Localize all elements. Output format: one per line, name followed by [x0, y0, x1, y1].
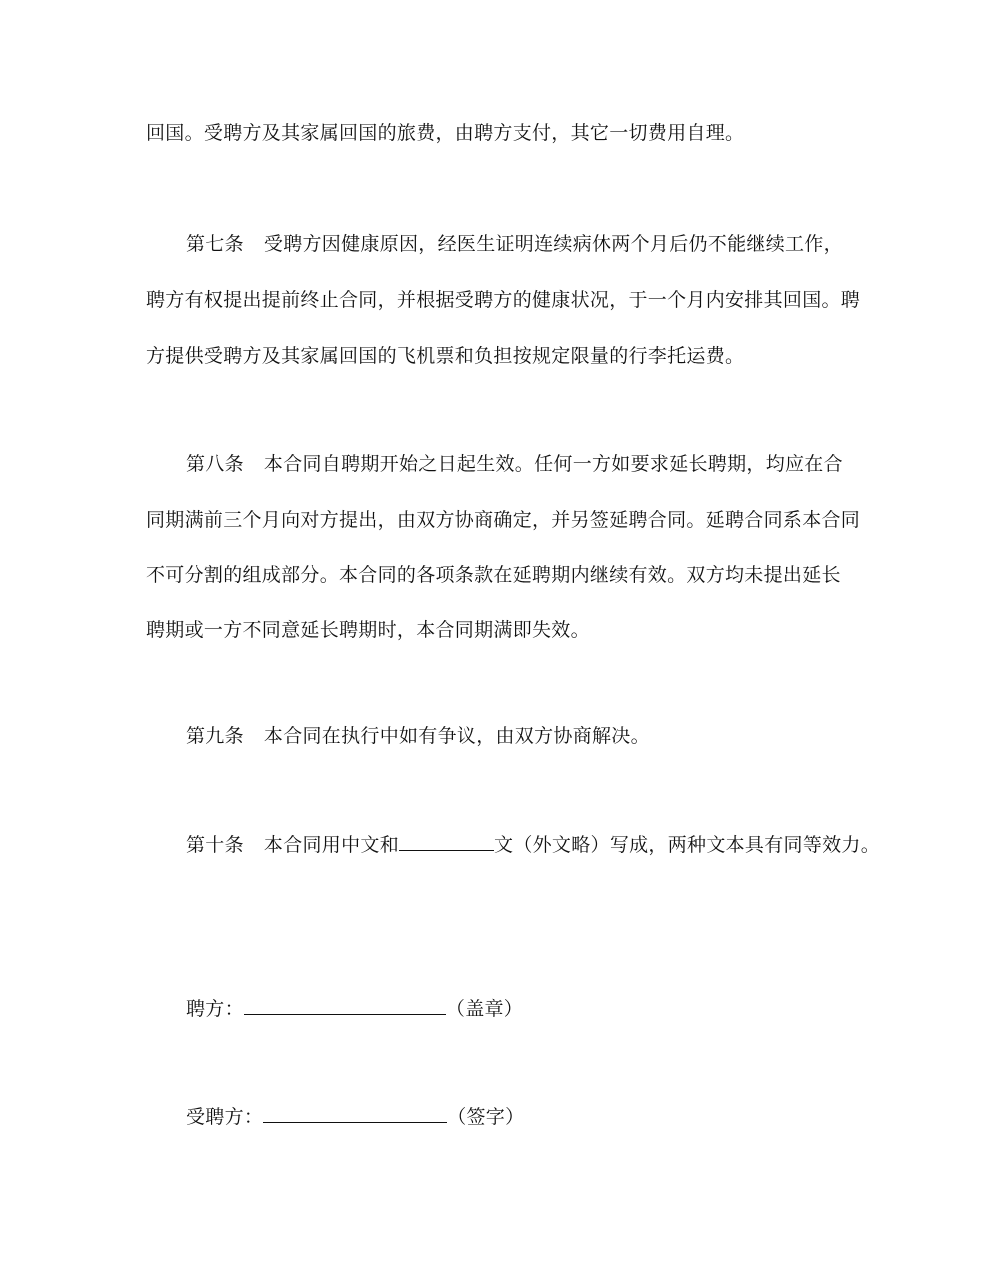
article-9-line	[186, 724, 650, 748]
article-10-line	[186, 832, 880, 857]
article-8-text: 本合同自聘期开始之日起生效。任何一方如要求延长聘期，均应在合	[263, 453, 843, 475]
article-8-line-3: 不可分割的组成部分。本合同的各项条款在延聘期内继续有效。双方均未提出延长	[146, 564, 841, 586]
article-10-text-after: 文（外文略）写成，两种文本具有同等效力。	[494, 834, 881, 856]
employer-signature-line	[186, 996, 523, 1021]
article-9-text: 本合同在执行中如有争议，由双方协商解决。	[263, 725, 650, 747]
article-10-text-before: 本合同用中文和	[263, 834, 400, 856]
employee-label: 受聘方：	[186, 1106, 264, 1128]
employee-signature-blank[interactable]	[263, 1104, 447, 1123]
article-8-line-2: 同期满前三个月向对方提出，由双方协商确定，并另签延聘合同。延聘合同系本合同	[146, 509, 861, 531]
article-8-number: 第八条	[186, 453, 244, 475]
employee-note: （签字）	[447, 1106, 525, 1128]
paragraph-line: 回国。受聘方及其家属回国的旅费，由聘方支付，其它一切费用自理。	[146, 122, 745, 144]
article-10-number: 第十条	[186, 834, 244, 856]
employer-note: （盖章）	[445, 998, 524, 1020]
employer-signature-blank[interactable]	[244, 996, 446, 1015]
employer-label: 聘方：	[186, 998, 244, 1020]
article-8-line-4: 聘期或一方不同意延长聘期时，本合同期满即失效。	[146, 619, 590, 641]
article-9-number: 第九条	[186, 725, 244, 747]
article-7-line-3: 方提供受聘方及其家属回国的飞机票和负担按规定限量的行李托运费。	[146, 345, 745, 367]
article-7-text: 受聘方因健康原因，经医生证明连续病休两个月后仍不能继续工作，	[263, 233, 843, 255]
article-7-line-2: 聘方有权提出提前终止合同，并根据受聘方的健康状况，于一个月内安排其回国。聘	[146, 289, 861, 311]
article-8-line-1	[186, 452, 843, 476]
employee-signature-line	[186, 1104, 524, 1129]
article-7-number: 第七条	[186, 233, 244, 255]
article-7-line-1	[186, 232, 843, 256]
language-blank-line[interactable]	[399, 832, 494, 851]
